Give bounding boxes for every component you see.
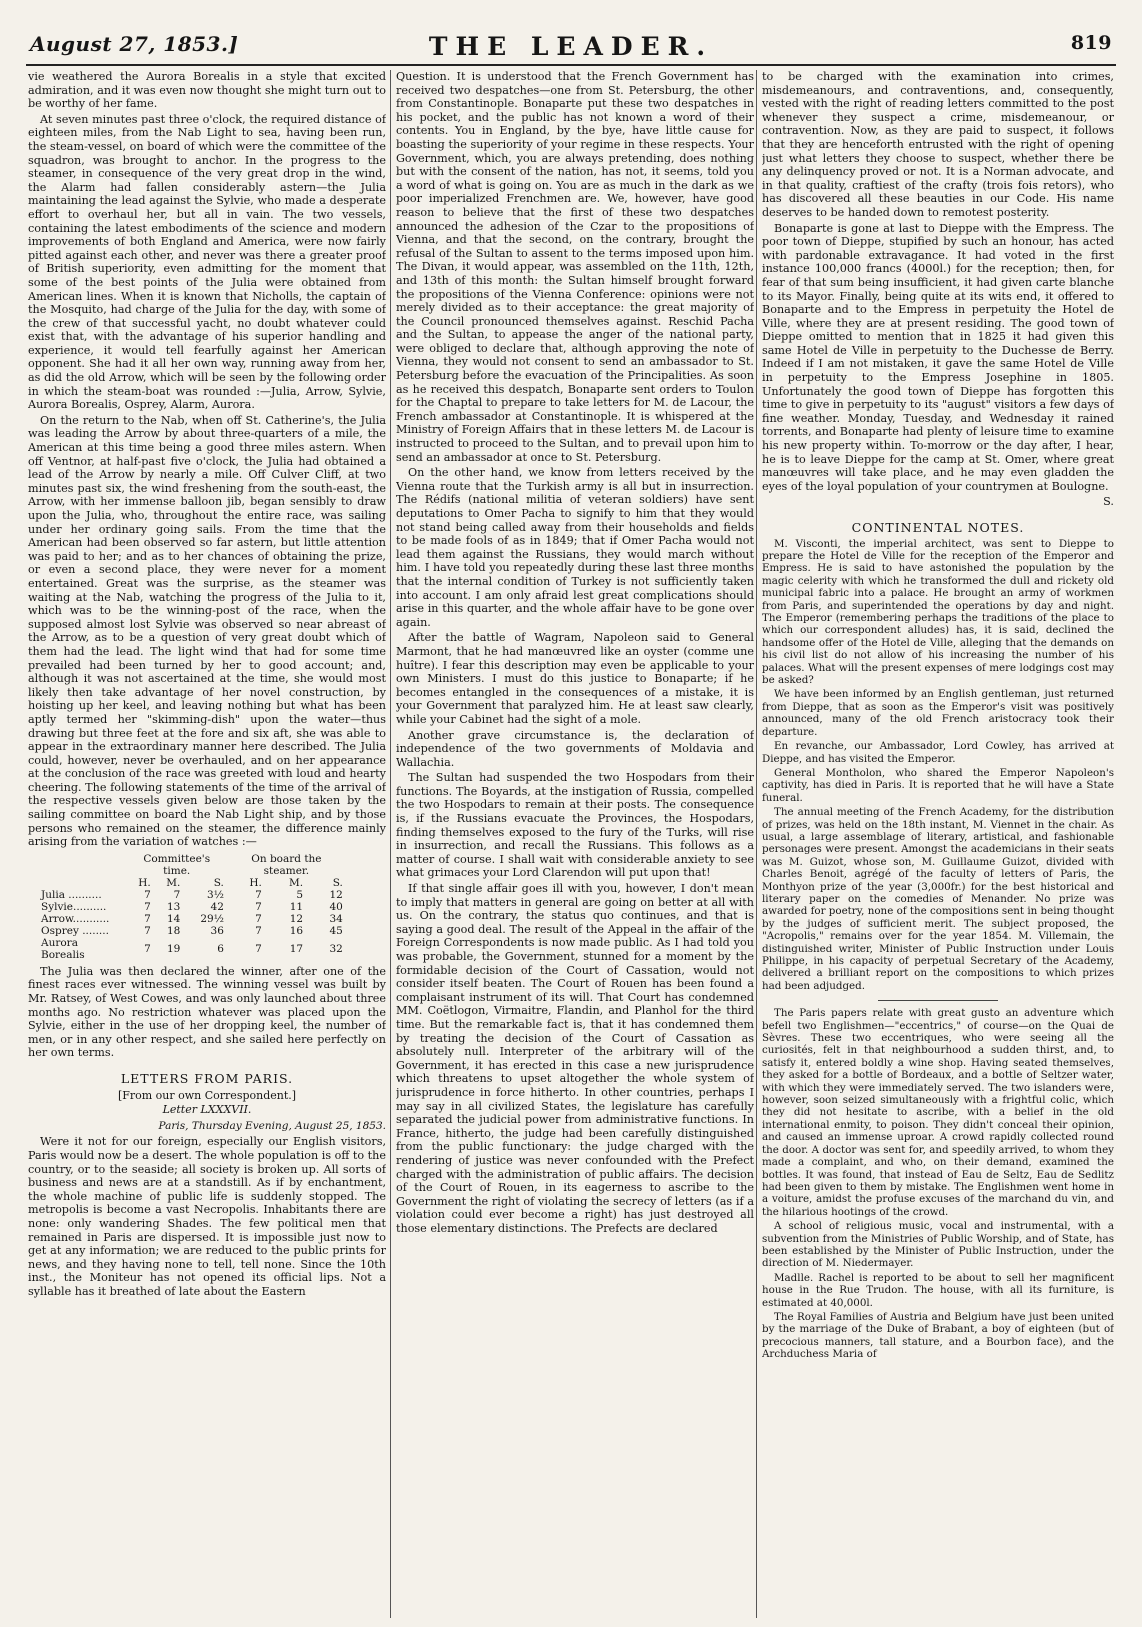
table-cell: 7: [255, 912, 262, 925]
paragraph: to be charged with the examination into crimes, misdemeanours, and contraventions, and, consequently, vested with the right of reading letters committed to the post whenever they suspect a crime, misdemeanour, or contravention. Now, as they are paid to suspect, it follows that they are henceforth entrusted with the right of opening just what letters they choose to suspect, whether there be any delinquency proved or not. It is a Norman advocate, and in that quality, craftiest of the crafty (trois fois retors), who has discovered all these beauties in our Code. His name deserves to be handed down to remotest posterity.: [762, 70, 1114, 219]
table-header: [38, 853, 127, 877]
signature: S.: [1103, 495, 1114, 509]
masthead: [26, 18, 1116, 66]
paragraph: The Sultan had suspended the two Hospodars from their functions. The Boyards, at the instigation of Russia, compelled the two Hospodars to remain at their posts. The consequence is, if the Russians evacuate the Provinces, the Hospodars, finding themselves exposed to the fury of the Turks, will rise in insurrection, and recall the Russians. This follows as a matter of course. I shall wait with considerable anxiety to see what grimaces your Lord Clarendon will put upon that!: [396, 771, 754, 880]
table-cell: 19: [166, 942, 181, 955]
issue-date: August 27, 1853.]: [30, 32, 239, 56]
table-cell: 7: [255, 942, 262, 955]
table-cell: 6: [217, 942, 224, 955]
table-cell: 34: [329, 912, 343, 925]
correspondent-line: [From our own Correspondent.]: [117, 1088, 297, 1102]
paragraph: Another grave circumstance is, the declaration of independence of the two governments of Moldavia and Wallachia.: [396, 728, 754, 769]
table-cell: H.: [138, 876, 151, 889]
table-cell: 7: [255, 924, 262, 937]
table-cell: 12: [329, 888, 343, 901]
table-cell: Osprey ........: [41, 924, 109, 937]
race-times-table: [38, 853, 346, 961]
paragraph: vie weathered the Aurora Borealis in a style that excited admiration, and it was even now thought she might turn out to be worthy of her fame.: [28, 70, 386, 111]
table-cell: M.: [166, 876, 181, 889]
table-cell: 7: [144, 942, 151, 955]
table-header: Committee's time.: [143, 852, 211, 877]
column-rule: [756, 70, 757, 1618]
column-3: [762, 70, 1114, 1618]
table-cell: [38, 877, 127, 889]
table-cell: Arrow...........: [41, 912, 110, 925]
paragraph: If that single affair goes ill with you, however, I don't mean to imply that matters in general are going on better at all with us. On the contrary, the status quo continues, and that is saying a good deal. The result of the Appeal in the affair of the Foreign Correspondents is now made public. As I had told you was probable, the Government, stunned for a moment by the formidable decision of the Court of Cassation, would not consider itself beaten. The Court of Rouen has been found a complaisant instrument of its will. That Court has condemned MM. Coëtlogon, Virmaitre, Flandin, and Planhol for the third time. But the remarkable fact is, that it has condemned them by treating the decision of the Court of Cassation as absolutely null. Interpreter of the arbitrary will of the Government, it has erected in this case a new jurisprudence which threatens to upset altogether the whole system of jurisprudence in force hitherto. In other countries, perhaps I may say in all civilized States, the legislature has carefully separated the judicial power from administrative functions. In France, hitherto, the judge had been carefully distinguished from the public functionary: the judge charged with the rendering of justice was never confounded with the Prefect charged with the administration of public affairs. The decision of the Court of Rouen, in its eagerness to ascribe to the Government the right of violating the secrecy of letters (as if a violation could ever become a right) has just destroyed all those elementary distinctions. The Prefects are declared: [396, 882, 754, 1235]
column-rule: [390, 70, 391, 1618]
table-cell: 45: [329, 924, 343, 937]
table-cell: 36: [210, 924, 224, 937]
table-cell: S.: [213, 876, 224, 889]
newspaper-title: THE LEADER.: [428, 32, 714, 61]
table-row: [38, 937, 346, 961]
paragraph: On the return to the Nab, when off St. Catherine's, the Julia was leading the Arrow by about three-quarters of a mile, the American at this time being a good three miles astern. When off Ventnor, at half-past five o'clock, the Julia had obtained a lead of the Arrow by nearly a mile. Off Culver Cliff, at two minutes past six, the wind freshening from the south-east, the Arrow, with her immense balloon jib, began sensibly to draw upon the Julia, who, throughout the entire race, was sailing under her ordinary going sails. From the time that the American had been observed so far astern, but little attention was paid to her; and as to her chances of obtaining the prize, or even a second place, they were never for a moment entertained. Great was the surprise, as the steamer was waiting at the Nab, watching the progress of the Julia to it, which was to be the winning-post of the race, when the supposed almost lost Sylvie was observed so near abreast of the Arrow, as to be a question of very great doubt which of them had the lead. The light wind that had for some time prevailed had been turned by her to good account; and, although it was not ascertained at the time, she would most likely then take advantage of her novel construction, by hoisting up her keel, and leaving nothing but what has been aptly termed her "skimming-dish" upon the water—thus drawing but three feet at the fore and six aft, she was able to appear in the extraordinary manner here described. The Julia could, however, never be overhauled, and on her appearance at the conclusion of the race was greeted with loud and hearty cheering. The following statements of the time of the arrival of the respective vessels given below are those taken by the sailing committee on board the Nab Light ship, and by those persons who remained on the steamer, the difference mainly arising from the variation of watches :—: [28, 413, 386, 849]
table-cell: H.: [249, 876, 262, 889]
paragraph: At seven minutes past three o'clock, the required distance of eighteen miles, from the Nab Light to sea, having been run, the steam-vessel, on board of which were the committee of the squadron, was brought to anchor. In the progress to the steamer, in consequence of the very great drop in the wind, the Alarm had fallen considerably astern—the Julia maintaining the lead against the Sylvie, who made a desperate effort to overhaul her, but all in vain. The two vessels, containing the latest embodiments of the science and modern improvements of both England and America, were now fairly pitted against each other, and never was there a greater proof of British superiority, even admitting for the moment that some of the best points of the Julia were obtained from American lines. When it is known that Nicholls, the captain of the Mosquito, had charge of the Julia for the day, with some of the crew of that successful yacht, no doubt whatever could exist that, with the advantage of his superior handling and experience, it would tell fearfully against her American opponent. She had it all her own way, running away from her, as did the old Arrow, which will be seen by the following order in which the steam-boat was rounded :—Julia, Arrow, Sylvie, Aurora Borealis, Osprey, Alarm, Aurora.: [28, 112, 386, 412]
dateline: Paris, Thursday Evening, August 25, 1853.: [158, 1119, 386, 1132]
table-row: [38, 925, 346, 937]
table-cell: 40: [329, 900, 343, 913]
table-header-row: [38, 853, 346, 877]
note-paragraph: The Royal Families of Austria and Belgium have just been united by the marriage of the Duke of Brabant, a boy of eighteen (but of precocious manners, tall stature, and a Bourbon face), and the Archduchess Maria of: [762, 1310, 1114, 1361]
note-paragraph: En revanche, our Ambassador, Lord Cowley, has arrived at Dieppe, and has visited the Emperor.: [762, 740, 1114, 765]
page-number: 819: [1070, 32, 1112, 54]
table-cell: 7: [255, 888, 262, 901]
note-paragraph: The annual meeting of the French Academy, for the distribution of prizes, was held on the 18th instant, M. Viennet in the chair. As usual, a large assemblage of literary, artistical, and fashionable personages were present. Amongst the academicians in their seats was M. Guizot, whose son, M. Guillaume Guizot, divided with Charles Benoit, agrégé of the faculty of letters of Paris, the Monthyon prize of the year (3,000fr.) for the best historical and literary paper on the comedies of Menander. No prize was awarded for poetry, none of the compositions sent in being thought by the judges of sufficient merit. The subject proposed, the "Acropolis," remains over for the year 1854. M. Villemain, the distinguished writer, Minister of Public Instruction under Louis Philippe, in his capacity of perpetual Secretary of the Academy, delivered a brilliant report on the compositions to which prizes had been adjudged.: [762, 806, 1114, 992]
table-cell: 18: [166, 924, 181, 937]
table-cell: 11: [289, 900, 304, 913]
table-cell: 12: [289, 912, 304, 925]
divider: [878, 1000, 998, 1001]
continental-notes: [762, 538, 1114, 1361]
note-paragraph: Madlle. Rachel is reported to be about to sell her magnificent house in the Rue Trudon. The house, with all its furniture, is estimated at 40,000l.: [762, 1271, 1114, 1309]
table-cell: 17: [289, 942, 304, 955]
section-heading: CONTINENTAL NOTES.: [851, 520, 1025, 535]
table-cell: 7: [144, 924, 151, 937]
table-cell: 7: [144, 912, 151, 925]
paragraph: Question. It is understood that the French Government has received two despatches—one from St. Petersburg, the other from Constantinople. Bonaparte put these two despatches in his pocket, and the public has not known a word of their contents. You in England, by the bye, have little cause for boasting the superiority of your regime in these respects. Your Government, which, you are always pretending, does nothing but with the consent of the nation, has not, it seems, told you a word of what is going on. You are as much in the dark as we poor imperialized Frenchmen are. We, however, have good reason to believe that the first of these two despatches announced the adhesion of the Czar to the propositions of Vienna, and that the second, on the contrary, brought the refusal of the Sultan to assent to the terms imposed upon him. The Divan, it would appear, was assembled on the 11th, 12th, and 13th of this month: the Sultan himself brought forward the propositions of the Vienna Conference: opinions were not merely divided as to their acceptance: the great majority of the Council pronounced themselves against. Reschid Pacha and the Sultan, to appease the anger of the national party, were obliged to declare that, although approving the note of Vienna, they would not consent to send an ambassador to St. Petersburg before the evacuation of the Principalities. As soon as he received this despatch, Bonaparte sent orders to Toulon for the Chaptal to prepare to take letters for M. de Lacour, the French ambassador at Constantinople. It is whispered at the Ministry of Foreign Affairs that in these letters M. de Lacour is instructed to proceed to the Sultan, and to prevail upon him to send an ambassador at once to St. Petersburg.: [396, 70, 754, 464]
paragraph: After the battle of Wagram, Napoleon said to General Marmont, that he had manœuvred like an oyster (comme une huître). I fear this description may even be applicable to your own Ministers. I must do this justice to Bonaparte; if he becomes entangled in the consequences of a mistake, it is your Government that paralyzed him. He at least saw clearly, while your Cabinet had the sight of a mole.: [396, 631, 754, 726]
table-row: [38, 901, 346, 913]
table-cell: 13: [166, 900, 181, 913]
column-1: [28, 70, 386, 1618]
note-paragraph: A school of religious music, vocal and instrumental, with a subvention from the Ministries of Public Worship, and of State, has been established by the Minister of Public Instruction, under the direction of M. Niedermayer.: [762, 1220, 1114, 1270]
table-row: [38, 889, 346, 901]
table-cell: 7: [255, 900, 262, 913]
note-paragraph: General Montholon, who shared the Emperor Napoleon's captivity, has died in Paris. It is reported that he will have a State funeral.: [762, 766, 1114, 804]
table-cell: Julia ..........: [41, 888, 102, 901]
table-cell: 14: [166, 912, 181, 925]
table-cell: 29½: [200, 912, 224, 925]
table-cell: 7: [144, 888, 151, 901]
table-row: [38, 913, 346, 925]
note-paragraph: M. Visconti, the imperial architect, was sent to Dieppe to prepare the Hotel de Ville for the reception of the Emperor and Empress. He is said to have astonished the population by the magic celerity with which he transformed the dull and rickety old municipal fabric into a palace. He brought an army of workmen from Paris, and superintended the operations by day and night. The Emperor (remembering perhaps the traditions of the place to which our correspondent alludes) has, it is said, declined the handsome offer of the Hotel de Ville, alleging that the demands on his civil list do not allow of his increasing the number of his palaces. What will the present expenses of mere lodgings cost may be asked?: [762, 537, 1114, 687]
paragraph: The Julia was then declared the winner, after one of the finest races ever witnessed. The winning vessel was built by Mr. Ratsey, of West Cowes, and was only launched about three months ago. No restriction whatever was placed upon the Sylvie, either in the use of her dropping keel, the number of men, or in any other respect, and she sailed here perfectly on her own terms.: [28, 964, 386, 1060]
table-cell: 5: [296, 888, 304, 901]
table-cell: 7: [144, 900, 151, 913]
table-header: On board the steamer.: [251, 852, 322, 877]
table-cell: 32: [329, 942, 343, 955]
table-cell: 3½: [207, 888, 224, 901]
paragraph: Were it not for our foreign, especially our English visitors, Paris would now be a desert. The whole population is off to the country, or to the seaside; all society is broken up. All sorts of business and news are at a standstill. As if by enchantment, the whole machine of public life is suddenly stopped. The metropolis is become a vast Necropolis. Inhabitants there are none: only wandering Shades. The few political men that remained in Paris are dispersed. It is impossible just now to get at any information; we are reduced to the public prints for news, and they having none to tell, tell none. Since the 10th inst., the Moniteur has not opened its official lips. Not a syllable has it breathed of late about the Eastern: [28, 1135, 386, 1298]
letter-number: Letter LXXXVII.: [162, 1103, 252, 1117]
table-cell: S.: [332, 876, 343, 889]
table-cell: 7: [173, 888, 181, 901]
table-cell: Aurora Borealis: [41, 936, 85, 961]
table-cell: 42: [210, 900, 224, 913]
note-paragraph: The Paris papers relate with great gusto an adventure which befell two Englishmen—"eccentrics," of course—on the Quai de Sèvres. These two eccentriques, who were seeing all the curiosités, felt in that neighbourhood a sudden thirst, and, to satisfy it, entered boldly a wine shop. Having seated themselves, they asked for a bottle of Bordeaux, and a bottle of Seltzer water, with which they were immediately served. The two islanders were, however, soon seized simultaneously with a frightful colic, which they did not hesitate to ascribe, with a belief in the old international enmity, to poison. They didn't conceal their opinion, and caused an immense uproar. A crowd rapidly collected round the door. A doctor was sent for, and speedily arrived, to whom they made a complaint, and who, on their demand, examined the bottles. It was found, that instead of Eau de Seltz, Eau de Sedlitz had been given to them by mistake. The Englishmen went home in a voiture, amidst the profuse excuses of the marchand du vin, and the hilarious hootings of the crowd.: [762, 1007, 1114, 1218]
table-units-row: [38, 877, 346, 889]
table-cell: 16: [289, 924, 304, 937]
table-cell: Sylvie..........: [41, 900, 107, 913]
paragraph: Bonaparte is gone at last to Dieppe with the Empress. The poor town of Dieppe, stupified by such an honour, has acted with pardonable extravagance. It had voted in the first instance 100,000 francs (4000l.) for the reception; then, for fear of that sum being insufficient, it had given carte blanche to its Mayor. Finally, being quite at its wits end, it offered to Bonaparte and to the Empress in perpetuity the Hotel de Ville, where they are at present residing. The good town of Dieppe omitted to mention that in 1825 it had given this same Hotel de Ville in perpetuity to the Duchesse de Berry. Indeed if I am not mistaken, it gave the same Hotel de Ville in perpetuity to the Empress Josephine in 1805. Unfortunately the good town of Dieppe has forgotten this time to give in perpetuity to its "august" visitors a few days of fine weather. Monday, Tuesday, and Wednesday it rained torrents, and Bonaparte had plenty of leisure time to examine his new property within. To-morrow or the day after, I hear, he is to leave Dieppe for the camp at St. Omer, where great manœuvres will take place, and he may even gladden the eyes of the loyal population of your countrymen at Boulogne.: [762, 221, 1114, 493]
paragraph: On the other hand, we know from letters received by the Vienna route that the Turkish army is all but in insurrection. The Rédifs (national militia of veteran soldiers) have sent deputations to Omer Pacha to signify to him that they would not stand being called away from their households and fields to be made fools of as in 1849; that if Omer Pacha would not lead them against the Russians, they would march without him. I have told you repeatedly during these last three months that the internal condition of Turkey is not sufficiently taken into account. I am only afraid lest great complications should arise in this quarter, and the whole affair have to be gone over again.: [396, 466, 754, 629]
note-paragraph: We have been informed by an English gentleman, just returned from Dieppe, that as soon as the Emperor's visit was positively announced, many of the old French aristocracy took their departure.: [762, 688, 1114, 738]
section-heading: LETTERS FROM PARIS.: [120, 1071, 294, 1086]
column-2: [396, 70, 754, 1618]
table-cell: M.: [288, 876, 304, 889]
